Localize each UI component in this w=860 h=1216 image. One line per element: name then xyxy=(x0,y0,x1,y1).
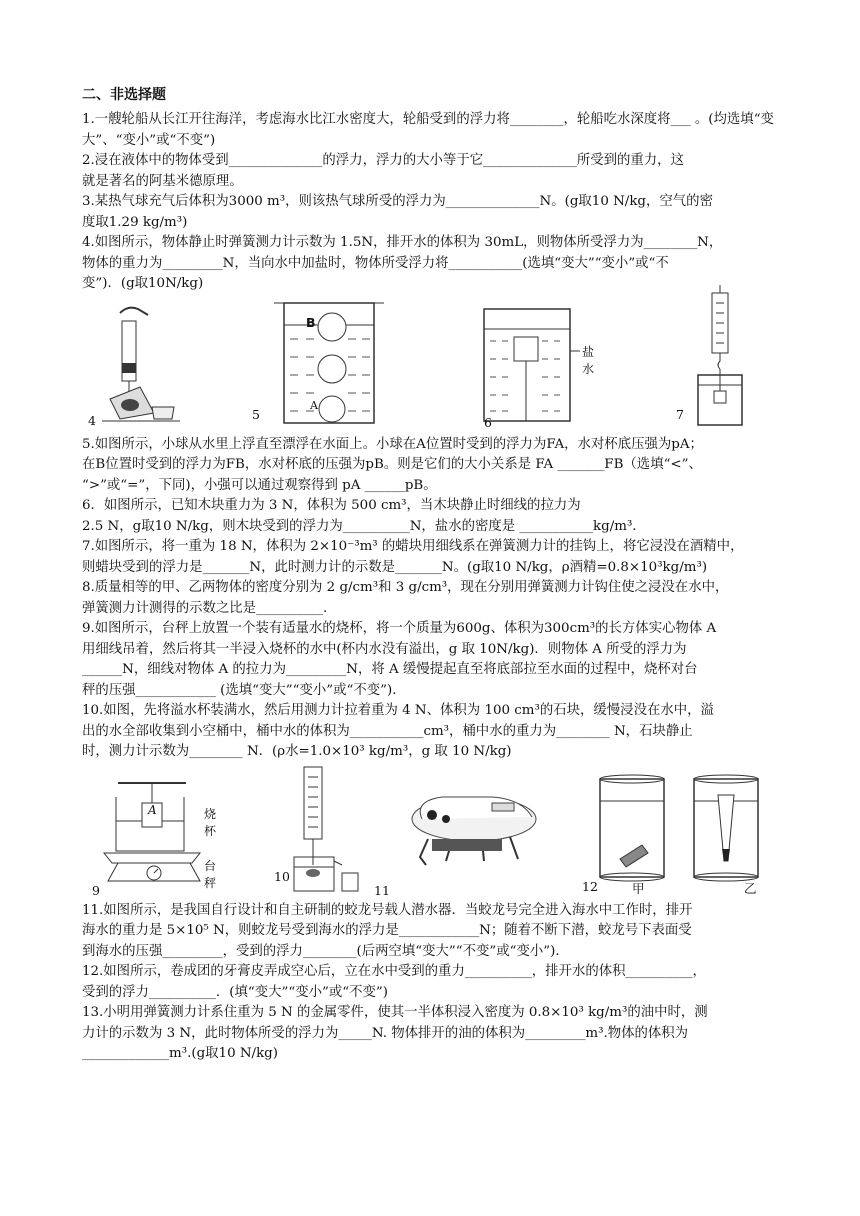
question-9-line2: 用细线吊着，然后将其一半浸入烧杯的水中(杯内水没有溢出，g 取 10N/kg)．则物体 A 所受的浮力为 xyxy=(82,641,687,657)
figure-6-label-brine: 盐水 xyxy=(582,344,595,376)
question-12-line2: 受到的浮力__________．(填“变大”“变小”或“不变”) xyxy=(82,984,388,1000)
figure-9-number: 9 xyxy=(92,882,100,898)
question-13-line1: 13.小明用弹簧测力计系住重为 5 N 的金属零件，使其一半体积浸入密度为 0.8×10³ kg/m³的油中时，测 xyxy=(82,1005,708,1020)
figure-12-number: 12 xyxy=(582,878,598,894)
question-6-line2: 2.5 N，g取10 N/kg，则木块受到的浮力为__________N，盐水的密度是 ___________kg/m³. xyxy=(82,518,637,534)
question-5-line3: “>”或“=”，下同)，小强可以通过观察得到 pA ______pB。 xyxy=(82,477,437,493)
figure-row-9-12 xyxy=(82,763,782,901)
question-10-line3: 时，测力计示数为________ N．(ρ水=1.0×10³ kg/m³，g 取 10 N/kg) xyxy=(82,744,512,759)
question-11-line1: 11.如图所示，是我国自行设计和自主研制的蛟龙号载人潜水器．当蛟龙号完全进入海水中工作时，排开 xyxy=(82,902,693,918)
question-8-line1: 8.质量相等的甲、乙两物体的密度分别为 2 g/cm³和 3 g/cm³，现在分别用弹簧测力计钩住使之浸没在水中， xyxy=(82,580,729,595)
figure-4 xyxy=(82,301,182,426)
figure-4-number: 4 xyxy=(88,412,96,428)
question-7-line1: 7.如图所示，将一重为 18 N，体积为 2×10⁻³m³ 的蜡块用细线系在弹簧测力计的挂钩上，将它浸没在酒精中， xyxy=(82,539,744,554)
question-12-line1: 12.如图所示，卷成团的牙膏皮弄成空心后，立在水中受到的重力__________，排开水的体积__________， xyxy=(82,964,706,979)
question-4-line2: 物体的重力为_________N，当向水中加盐时，物体所受浮力将___________(选填“变大”“变小”或“不 xyxy=(82,255,669,271)
figure-11 xyxy=(374,779,542,898)
question-4-line1: 4.如图所示，物体静止时弹簧测力计示数为 1.5N，排开水的体积为 30mL，则物体所受浮力为________N， xyxy=(82,235,723,250)
question-3-line2: 度取1.29 kg/m³) xyxy=(82,214,188,230)
figure-5-label-a: A xyxy=(310,398,318,412)
figure-9-label-scale: 台秤 xyxy=(204,858,217,890)
figure-7-number: 7 xyxy=(676,406,684,422)
figure-12-label-yi: 乙 xyxy=(744,880,757,896)
figure-10-number: 10 xyxy=(274,868,290,884)
question-13-line2: 力计的示数为 3 N，此时物体所受的浮力为_____N. 物体排开的油的体积为_________m³.物体的体积为 xyxy=(82,1025,689,1041)
question-3-line1: 3.某热气球充气后体积为3000 m³，则该热气球所受的浮力为______________N。(g取10 N/kg，空气的密 xyxy=(82,194,713,209)
question-2-line1: 2.浸在液体中的物体受到______________的浮力，浮力的大小等于它______________所受到的重力，这 xyxy=(82,153,684,168)
figure-9-label-beaker: 烧杯 xyxy=(204,806,217,838)
question-11-line2: 海水的重力是 5×10⁵ N，则蛟龙号受到海水的浮力是____________N；随着不断下潜，蛟龙号下表面受 xyxy=(82,923,692,938)
question-6-line1: 6．如图所示，已知木块重力为 3 N，体积为 500 cm³，当木块静止时细线的拉力为 xyxy=(82,498,581,513)
question-9-line1: 9.如图所示，台秤上放置一个装有适量水的烧杯，将一个质量为600g、体积为300cm³的长方体实心物体 A xyxy=(82,621,717,636)
figure-9 xyxy=(92,781,217,898)
figure-10 xyxy=(274,765,368,895)
question-5-line2: 在B位置时受到的浮力为FB，水对杯底的压强为pB。则是它们的大小关系是 FA _______FB（选填“<”、 xyxy=(82,457,702,472)
figure-6 xyxy=(482,307,595,430)
question-13-line3: _____________m³.(g取10 N/kg) xyxy=(82,1046,278,1061)
figure-7 xyxy=(676,283,752,433)
question-9-line4: 秤的压强____________ (选填“变大”“变小”或“不变”)． xyxy=(82,682,406,698)
figure-6-number: 6 xyxy=(484,414,492,430)
question-1: 1.一艘轮船从长江开往海洋，考虑海水比江水密度大，轮船受到的浮力将________，轮船吃水深度将___ 。(均选填“变大”、“变小”或“不变”) xyxy=(82,112,774,148)
figure-5-number: 5 xyxy=(252,406,260,422)
figure-5 xyxy=(252,295,386,430)
figure-12-label-jia: 甲 xyxy=(632,880,645,896)
question-8-line2: 弹簧测力计测得的示数之比是__________. xyxy=(82,600,328,616)
question-10-line2: 出的水全部收集到小空桶中，桶中水的体积为___________cm³，桶中水的重力为________ N，石块静止 xyxy=(82,723,693,739)
question-11-line3: 到海水的压强_________，受到的浮力________(后两空填“变大”“不变”或“变小”)． xyxy=(82,943,569,959)
figure-11-number: 11 xyxy=(374,882,390,898)
figure-9-label-a: A xyxy=(148,802,157,817)
question-5-line1: 5.如图所示，小球从水里上浮直至漂浮在水面上。小球在A位置时受到的浮力为FA，水对杯底压强为pA； xyxy=(82,436,703,452)
question-9-line3: ______N，细线对物体 A 的拉力为_________N，将 A 缓慢提起直至将底部拉至水面的过程中，烧杯对台 xyxy=(82,662,698,677)
question-4-line3: 变”)．(g取10N/kg) xyxy=(82,276,204,291)
worksheet-page xyxy=(82,84,782,1065)
figure-12 xyxy=(582,773,774,896)
question-10-line1: 10.如图，先将溢水杯装满水，然后用测力计拉着重为 4 N、体积为 100 cm³的石块，缓慢浸没在水中，溢 xyxy=(82,703,714,718)
figure-row-4-7 xyxy=(82,295,782,435)
section-title: 二、非选择题 xyxy=(82,87,166,103)
figure-5-label-b: B xyxy=(306,314,316,330)
question-2-line2: 就是著名的阿基米德原理。 xyxy=(82,173,243,189)
question-7-line2: 则蜡块受到的浮力是_______N，此时测力计的示数是_______N。(g取10 N/kg，ρ酒精=0.8×10³kg/m³) xyxy=(82,559,708,575)
